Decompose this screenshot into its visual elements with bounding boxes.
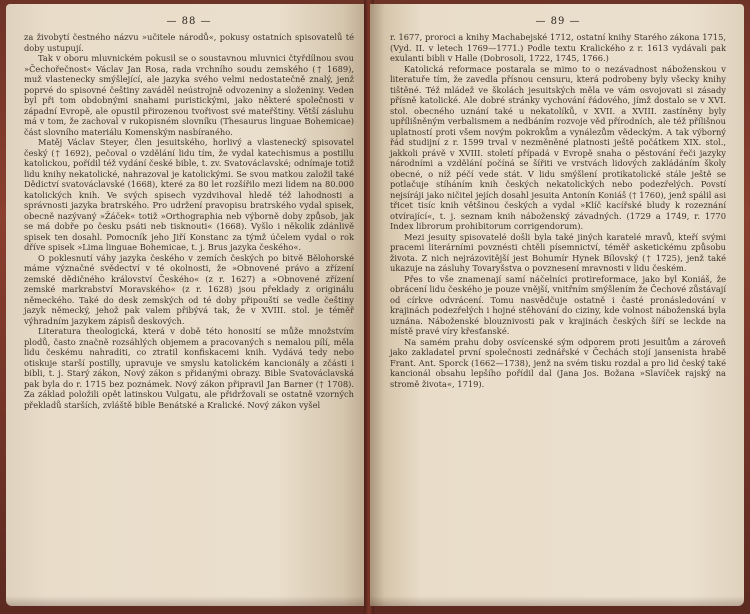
page-number-right: — 89 — bbox=[535, 16, 581, 27]
page-edge-shadow bbox=[370, 596, 744, 606]
paragraph: za živobytí čestného názvu »učitele národů«, pokusy ostatních spisovatelů té doby ustupují. bbox=[24, 32, 354, 53]
page-number-left: — 88 — bbox=[166, 16, 212, 27]
paragraph: Katolická reformace postarala se mimo to o nezávadnost náboženskou v literatuře tím, že zavedla přísnou censuru, která podrobeny byly všecky knihy tištěné. Též mládež ve školách jesuitských měla ve vám osvojovati si zásady přísně katolické. Ale dobré stránky vychování řádového, jímž dostalo se v XVI. stol. obecného uznání také u nekatolíků, v XVII. a XVIII. zastíněny byly upřílišněným verbalismem a nedbáním rozvoje věd přírodních, ale též přílišnou uplatností proti všem novým pokrokům a vynálezům vědeckým. A tak výborný řád studijní z r. 1599 trval v nezměněné platnosti ještě počátkem XIX. stol., jakkoli právě v XVIII. století případá v Evropě snaha o pěstování řeči jazyky národními a vzdělání počíná se šířiti ve vrstvách lidových zakládáním školy obecné, o níž péčí vede stát. V lidu smýšlení protikatolické stále ještě se potlačuje stíháním knih českých nekatolických nebo podezřelých. Povstí nejsíráji jako ničitel jejích dosahl jesuita Antonín Koniáš († 1760), jenž spálil asi třicet tisíc knih většinou českých a vydal »Klíč kacířské bludy k rozeznání otvírající«, t. j. seznam knih náboženský závadných. (1729 a 1749, r. 1770 Index librorum prohibitorum corrigendorum). bbox=[390, 63, 726, 231]
right-page bbox=[370, 4, 744, 606]
paragraph: r. 1677, proroci a knihy Machabejské 1712, ostatní knihy Starého zákona 1715, (Vyd. II. v letech 1769—1771.) Podle textu Kralického z r. 1613 vydávali pak exulanti bibli v Halle (Dobrosoli, 1722, 1745, 1766.) bbox=[390, 32, 726, 63]
paragraph: Přes to vše znamenají samí náčelníci protireformace, jako byl Koniáš, že obrácení lidu českého je pouze vnější, vnitřním smýšlením že Čechové zůstávají od církve odvrácení. Tomu nasvědčuje ostatně i časté pronásledování v krajinách podezřelých i hojné stěhování do ciziny, kde volnost náboženská byla uznána. Náboženské blouznivosti pak v krajinách českých šíří se leckde na místě pravé víry křesťanské. bbox=[390, 273, 726, 336]
paragraph: Mezi jesuity spisovatelé došli byla také jiných karatelé mravů, kteří svými pracemi literárními povznésti chtěli písemnictví, téměř asketickému způsobu života. Z nich nejrázovitější jest Bohumír Hynek Bílovský († 1725), jenž také ukazuje na zásluhy Tovaryšstva o povznesení mravnosti v lidu českém. bbox=[390, 231, 726, 273]
paragraph: Literatura theologická, která v době této honosití se může množstvím plodů, často značně rozsáhlých objemem a pracovaných s nemalou pílí, měla lidu českému nahraditi, co ztratil konfiskacemi knih. Vydává tedy nebo otiskuje starší postilly, upravuje ve smyslu katolickém kancionály a zčásti i bibli, t. j. Starý zákon, Nový zákon s přidanými obrazy. Bible Svatováclavská pak byla do r. 1715 bez poznámek. Nový zákon připravil Jan Barner († 1708). Za základ položili opět latinskou Vulgatu, ale přidržovali se ostatně vzorných překladů starších, zvláště bible Benátské a Kralické. Nový zákon vyšel bbox=[24, 326, 354, 410]
paragraph: Na samém prahu doby osvícenské sým odporem proti jesuitům a zároveň jako zakladatel první společnosti zednářské v Čechách stojí jansenista hrabě Frant. Ant. Sporck (1662—1738), jenž na svém tisku rozdal a pro lid český také kancionál obsahu lepšího pořídil dal (Jana Jos. Božana »Slavíček rajský na stromě života«, 1719). bbox=[390, 336, 726, 389]
left-page bbox=[6, 4, 368, 606]
paragraph: O poklesnutí váhy jazyka českého v zemích českých po bitvě Bělohorské máme význačné svědectví v té okolnosti, že »Obnovené právo a zřízení zemské dědičného království Českého« (z r. 1627) a »Obnovené zřízení zemské markrabství Moravského« (z r. 1628) jsou překlady z originálu německého. Také do desk zemských od té doby připouští se vedle češtiny jazyk německý, jehož pak valem přibývá tak, že v XVIII. stol. je téměř výhradním jazykem zápisů deskových. bbox=[24, 252, 354, 326]
paragraph: Matěj Václav Steyer, člen jesuitského, horlivý a vlastenecký spisovatel český († 1692), pečoval o vzdělání lidu tím, že vydal katechismus a postillu katolickou, pořídil též vydání české bible, t. zv. Svatováclavské; odnímaje totiž lidu knihy nekatolické, nahrazoval je katolickými. Se svou matkou založil také Dědictví svatováclavské (1668), které za 80 let rozšířilo mezi lidem na 80.000 katolických knih. Ve svých spisech vyzdvihoval hledě též lahodnosti a správnosti jazyka bratrského. Pro udržení pravopisu bratrského vydal spisek, obecně nazývaný »Žáček« totiž »Orthographia neb výborně doby způsob, jak se má dobře po česku psáti neb tisknouti« (1668). Vyšlo i několik zdánlivě spisek ten dosahl. Pomocník jeho Jiří Konstanc za týmž účelem vydal o rok dříve spisek »Lima linguae Bohemicae, t. j. Brus jazyka českého«. bbox=[24, 137, 354, 252]
page-edge-shadow bbox=[6, 596, 368, 606]
paragraph: Tak v oboru mluvnickém pokusil se o soustavnou mluvnici čtyřdílnou svou »Čechořečnost« Václav Jan Rosa, rada vrchního soudu zemského († 1689), muž vlastenecky smýšlející, ale jazyka svého velmi nedostatečně znalý, jenž poprvé do spisovné češtiny zaváděl neústrojně odvozeniny a složeniny. Veden byl při tom obdobnými snahami puristickými, jako některé společnosti v západní Evropě, ale opustil přirozenou tvořivost své mateřštiny. Větší zásluhu má v tom, že zachoval v rukopisném slovníku (Thesaurus linguae Bohemicae) část slovního materiálu Komenským nasbíraného. bbox=[24, 53, 354, 137]
